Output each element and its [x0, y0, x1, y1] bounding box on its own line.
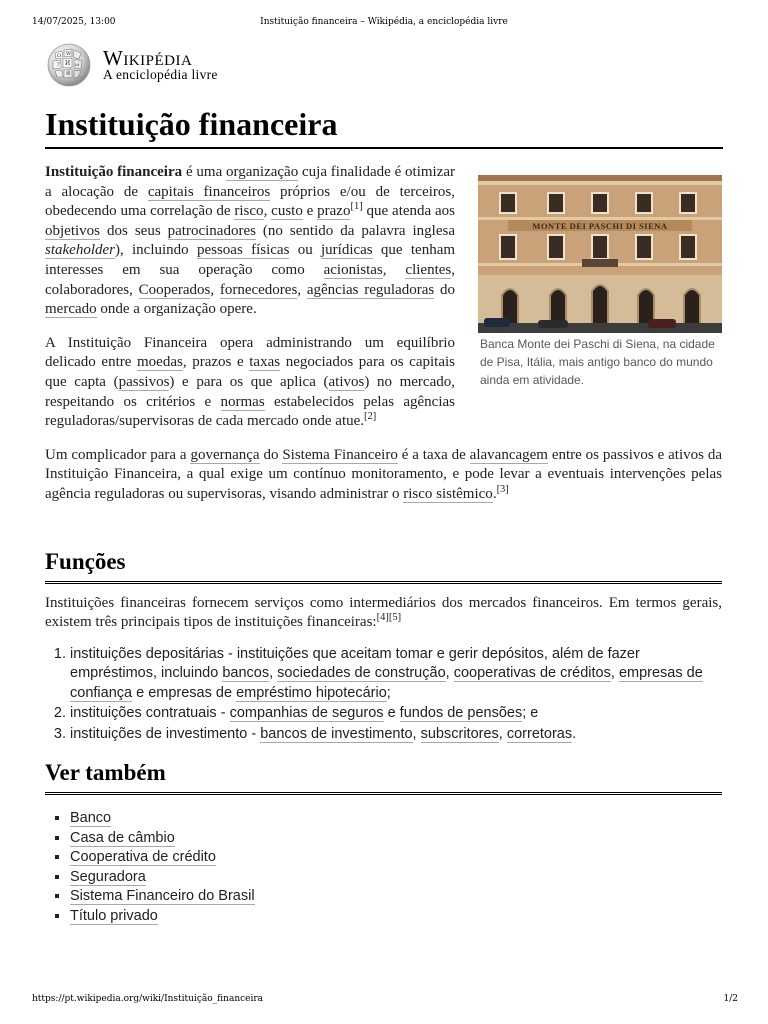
section-heading-ver-tambem: Ver também: [45, 758, 722, 795]
link-bancos-investimento[interactable]: bancos de investimento: [260, 725, 413, 742]
link-cooperativa-de-credito[interactable]: Cooperativa de crédito: [70, 849, 216, 866]
link-cooperados[interactable]: Cooperados: [138, 281, 211, 298]
funcoes-intro: Instituições financeiras fornecem serviços como intermediários dos mercados financeiros. Em termos gerais, existem três principais tipos de instituições financeiras:[4][5]: [45, 594, 722, 631]
link-normas[interactable]: normas: [220, 393, 265, 410]
wikipedia-globe-icon: [45, 43, 93, 87]
list-item: [70, 907, 722, 927]
link-companhias-seguros[interactable]: companhias de seguros: [229, 705, 384, 722]
svg-text:ア: ア: [56, 62, 62, 68]
svg-text:И: И: [65, 60, 71, 67]
link-ativos[interactable]: ativos: [328, 373, 365, 390]
link-taxas[interactable]: taxas: [249, 354, 281, 371]
wikipedia-logo[interactable]: [45, 43, 245, 89]
ref-5[interactable]: [5]: [388, 612, 402, 624]
link-empresas-confianca[interactable]: empresas de confiança: [70, 665, 703, 701]
link-clientes[interactable]: clientes: [405, 261, 452, 278]
section-heading-funcoes: Funções: [45, 547, 722, 584]
link-emprestimo-hipotecario[interactable]: empréstimo hipotecário: [236, 684, 387, 701]
link-risco[interactable]: risco: [234, 203, 264, 220]
link-sistema-financeiro-do-brasil[interactable]: Sistema Financeiro do Brasil: [70, 888, 255, 905]
link-patrocinadores[interactable]: patrocinadores: [167, 222, 256, 239]
bank-building-photo[interactable]: [478, 175, 722, 333]
link-objetivos[interactable]: objetivos: [45, 222, 100, 239]
list-item: [70, 887, 722, 907]
funcoes-list: [45, 645, 722, 745]
link-prazo[interactable]: prazo: [317, 203, 351, 220]
link-custo[interactable]: custo: [271, 203, 303, 220]
link-governanca[interactable]: governança: [190, 446, 260, 463]
ver-tambem-list: [45, 809, 722, 926]
paragraph-1: Instituição financeira é uma organização cuja finalidade é otimizar a alocação de capitais financeiros próprios e/ou de terceiros, obedecendo uma correlação de risco, custo e prazo[1] que atenda aos objetivos dos seus patrocinadores (no sentido da palavra inglesa stakeholder), incluindo pessoas físicas ou jurídicas que tenham interesses em sua operação como acionistas, clientes, colaboradores, Cooperados, fornecedores, agências reguladoras do mercado onde a organização opere.: [45, 164, 456, 318]
link-acionistas[interactable]: acionistas: [323, 261, 383, 278]
wordmark: Wikipédia: [103, 46, 193, 70]
link-mercado[interactable]: mercado: [45, 301, 97, 318]
link-casa-de-cambio[interactable]: Casa de câmbio: [70, 829, 175, 846]
link-passivos[interactable]: passivos: [118, 373, 170, 390]
print-timestamp: 14/07/2025, 13:00: [32, 17, 116, 27]
figure-caption: Banca Monte dei Paschi di Siena, na cidade de Pisa, Itália, mais antigo banco do mundo ainda em atividade.: [480, 337, 715, 387]
link-seguradora[interactable]: Seguradora: [70, 868, 146, 885]
link-titulo-privado[interactable]: Título privado: [70, 907, 158, 924]
title-divider: [45, 147, 723, 149]
link-bancos[interactable]: bancos: [222, 665, 270, 682]
infobox-figure: [478, 175, 722, 389]
list-item: 2. instituições contratuais - companhias de seguros e fundos de pensões; e: [70, 704, 722, 724]
list-item: [70, 868, 722, 888]
print-page-number: 1/2: [723, 994, 738, 1004]
photo-sign-text: MONTE DEI PASCHI DI SIENA: [532, 221, 668, 231]
list-item: [70, 829, 722, 849]
article-content: [45, 163, 722, 926]
list-item: [70, 848, 722, 868]
link-fornecedores[interactable]: fornecedores: [219, 281, 298, 298]
link-juridicas[interactable]: jurídicas: [320, 242, 373, 259]
ref-3[interactable]: [3]: [496, 483, 509, 495]
paragraph-2: A Instituição Financeira opera administrando um equilíbrio delicado entre moedas, prazos e taxas negociados para os capitais que capta (passivos) e para os que aplica (ativos) no mercado, respeitando os critérios e normas estabelecidos pelas agências reguladoras/supervisoras de cada mercado onde atue.[2]: [45, 334, 456, 430]
link-sociedades-construcao[interactable]: sociedades de construção: [277, 665, 446, 682]
link-banco[interactable]: Banco: [70, 810, 112, 827]
list-item: 1. instituições depositárias - instituições que aceitam tomar e gerir depósitos, além de fazer empréstimos, incluindo bancos, sociedades de construção, cooperativas de créditos, empresas de confiança e empresas de empréstimo hipotecário;: [70, 645, 722, 704]
print-url: https://pt.wikipedia.org/wiki/Instituição_financeira: [32, 994, 264, 1004]
link-capitais-financeiros[interactable]: capitais financeiros: [147, 183, 271, 200]
paragraph-3: Um complicador para a governança do Sistema Financeiro é a taxa de alavancagem entre os passivos e ativos da Instituição Financeira, a qual exige um contínuo monitoramento, e pode levar a eventuais intervenções pelas agência reguladoras ou supervisoras, visando administrar o risco sistêmico.[3]: [45, 446, 722, 502]
svg-text:Ω: Ω: [57, 53, 62, 59]
ref-2[interactable]: [2]: [364, 411, 377, 423]
print-page-title: Instituição financeira – Wikipédia, a enciclopédia livre: [260, 17, 508, 27]
link-stakeholder[interactable]: stakeholder: [45, 242, 115, 259]
link-sistema-financeiro[interactable]: Sistema Financeiro: [282, 446, 398, 463]
link-pessoas-fisicas[interactable]: pessoas físicas: [196, 242, 290, 259]
svg-text:W: W: [66, 51, 72, 57]
link-moedas[interactable]: moedas: [137, 354, 183, 371]
link-agencias-reguladoras[interactable]: agências reguladoras: [306, 281, 435, 298]
link-alavancagem[interactable]: alavancagem: [469, 446, 548, 463]
link-fundos-pensoes[interactable]: fundos de pensões: [399, 705, 523, 722]
list-item: 3. instituições de investimento - bancos de investimento, subscritores, corretoras.: [70, 725, 722, 745]
link-organizacao[interactable]: organização: [226, 164, 299, 180]
print-header: [32, 17, 736, 31]
link-subscritores[interactable]: subscritores: [420, 725, 499, 742]
print-footer: [32, 994, 738, 1008]
ref-1[interactable]: [1]: [350, 201, 363, 213]
tagline: A enciclopédia livre: [103, 67, 218, 82]
svg-text:維: 維: [66, 71, 72, 77]
link-cooperativas-creditos[interactable]: cooperativas de créditos: [453, 665, 611, 682]
term-bold: Instituição financeira: [45, 164, 183, 180]
link-corretoras[interactable]: corretoras: [506, 725, 573, 742]
link-risco-sistemico[interactable]: risco sistêmico: [403, 485, 493, 502]
list-item: [70, 809, 722, 829]
ref-4[interactable]: [4]: [376, 612, 389, 624]
page-title: Instituição financeira: [45, 106, 338, 142]
svg-text:ω: ω: [75, 62, 80, 68]
